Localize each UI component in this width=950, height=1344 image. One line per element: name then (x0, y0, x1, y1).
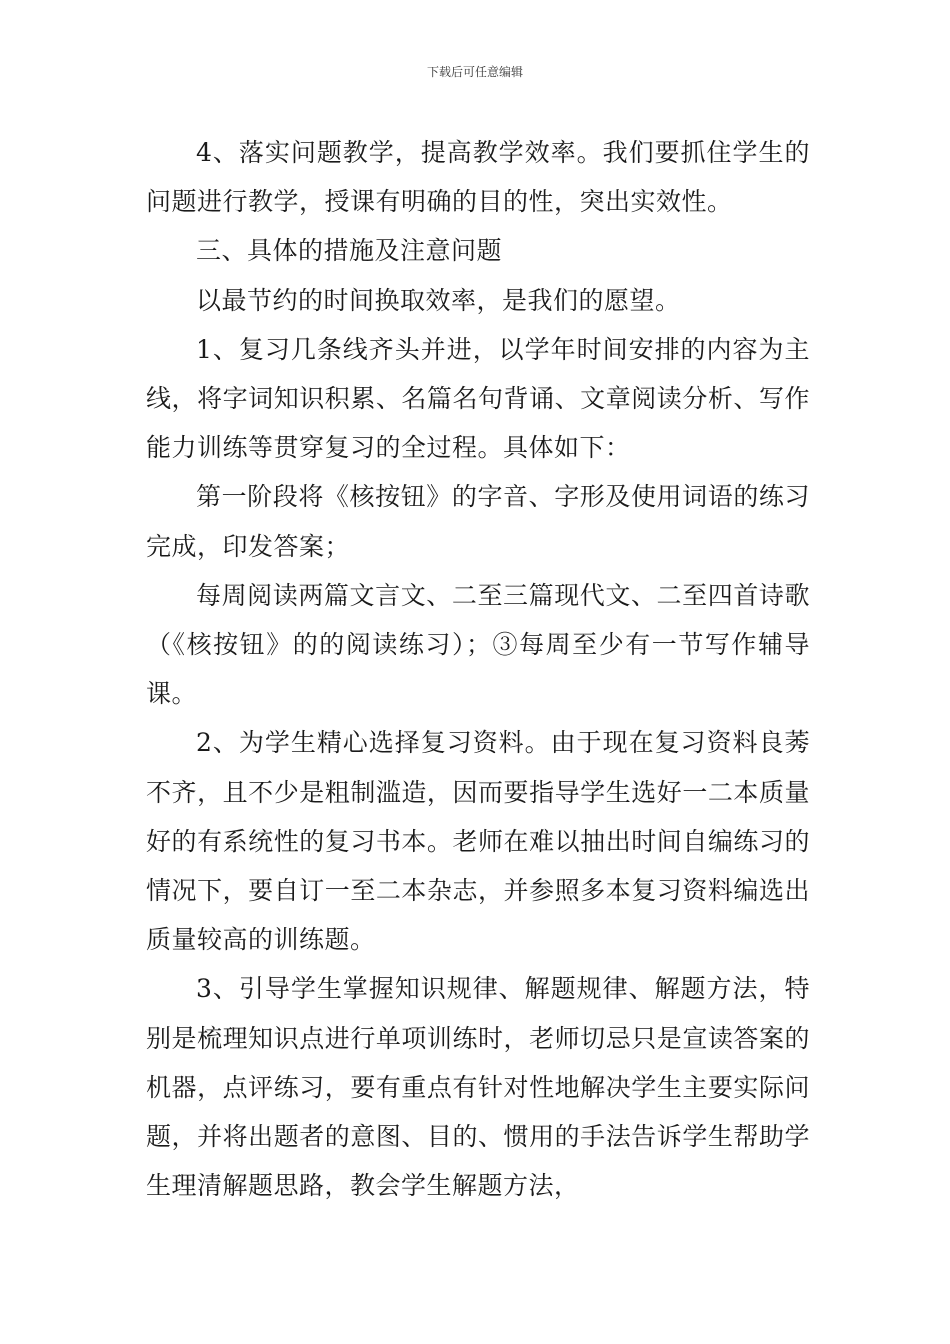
paragraph-guide-students: 3、引导学生掌握知识规律、解题规律、解题方法，特别是梳理知识点进行单项训练时，老师切忌只是宣读答案的机器，点评练习，要有重点有针对性地解决学生主要实际问题，并将出题者的意图、目的、惯用的手法告诉学生帮助学生理清解题思路，教会学生解题方法， (146, 974, 810, 1201)
paragraph-review-materials: 2、为学生精心选择复习资料。由于现在复习资料良莠不齐，且不少是粗制滥造，因而要指导学生选好一二本质量好的有系统性的复习书本。老师在难以抽出时间自编练习的情况下，要自订一至二本杂志，并参照多本复习资料编选出质量较高的训练题。 (146, 728, 810, 955)
page-header: 下载后可任意编辑 (426, 65, 523, 79)
section-heading-measures: 三、具体的措施及注意问题 (196, 236, 503, 266)
document-body (146, 128, 810, 1210)
paragraph-efficiency: 以最节约的时间换取效率，是我们的愿望。 (196, 285, 681, 315)
paragraph-review-lines: 1、复习几条线齐头并进，以学年时间安排的内容为主线，将字词知识积累、名篇名句背诵、文章阅读分析、写作能力训练等贯穿复习的全过程。具体如下： (146, 334, 810, 463)
paragraph-stage-one: 第一阶段将《核按钮》的字音、字形及使用词语的练习完成，印发答案； (146, 482, 810, 561)
paragraph-weekly-reading: 每周阅读两篇文言文、二至三篇现代文、二至四首诗歌（《核按钮》的的阅读练习）；③每周至少有一节写作辅导课。 (146, 580, 810, 709)
paragraph-problem-teaching: 4、落实问题教学，提高教学效率。我们要抓住学生的问题进行教学，授课有明确的目的性，突出实效性。 (146, 138, 810, 217)
